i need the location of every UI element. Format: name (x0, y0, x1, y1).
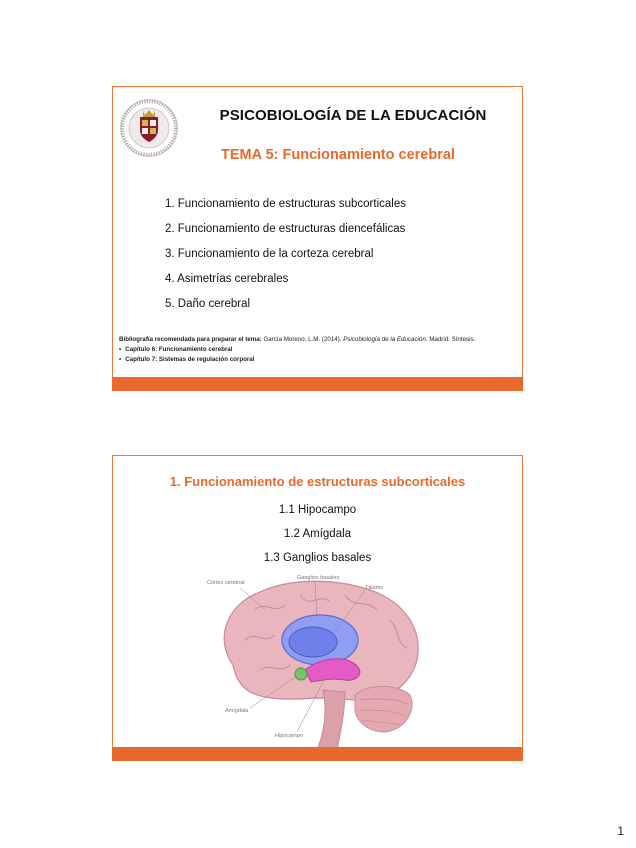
page-number: 1 (617, 824, 624, 838)
bibliography-chapter: • Capítulo 7: Sistemas de regulación corporal (119, 355, 517, 365)
bibliography-publisher: . Madrid: Síntesis. (425, 336, 476, 343)
amygdala-shape (295, 668, 307, 680)
bibliography-chapter: • Capítulo 6: Funcionamiento cerebral (119, 345, 517, 355)
cerebellum-shape (355, 686, 412, 732)
bibliography (119, 335, 517, 365)
bibliography-book: Psicobiología de la Educación (343, 336, 426, 343)
thalamus-shape (289, 627, 337, 657)
slide-footer-bar (112, 747, 523, 761)
label-amygdala: Amígdala (225, 708, 249, 714)
toc-item: 4. Asimetrías cerebrales (165, 273, 289, 285)
subsection-item: 1.1 Hipocampo (278, 504, 357, 516)
label-cortex: Córtex cerebral (207, 580, 245, 586)
toc-item: 1. Funcionamiento de estructuras subcorticales (165, 198, 406, 210)
bibliography-lead: Bibliografía recomendada para preparar el tema: (119, 336, 262, 343)
brainstem-shape (317, 690, 345, 750)
section-title: 1. Funcionamiento de estructuras subcorticales (169, 474, 466, 489)
slide-2 (112, 455, 523, 761)
course-title: PSICOBIOLOGÍA DE LA EDUCACIÓN (219, 107, 487, 124)
toc-item: 2. Funcionamiento de estructuras diencefálicas (165, 223, 406, 235)
toc-item: 5. Daño cerebral (165, 298, 251, 310)
label-hippocampus: Hipocampo (275, 733, 303, 739)
subsection-item: 1.2 Amígdala (283, 528, 352, 540)
subsection-item: 1.3 Ganglios basales (263, 552, 372, 564)
label-thalamus: Tálamo (365, 585, 384, 591)
slide-1 (112, 86, 523, 391)
topic-title: TEMA 5: Funcionamiento cerebral (221, 147, 455, 163)
slide-footer-bar (112, 377, 523, 391)
toc-item: 3. Funcionamiento de la corteza cerebral (165, 248, 374, 260)
label-basal-ganglia: Ganglios basales (297, 575, 340, 581)
brain-illustration (205, 570, 435, 750)
table-of-contents (165, 196, 406, 321)
bibliography-authors: García Moreno, L.M. (2014). (261, 336, 344, 343)
subsection-list (113, 502, 522, 574)
university-seal-logo (119, 97, 179, 159)
